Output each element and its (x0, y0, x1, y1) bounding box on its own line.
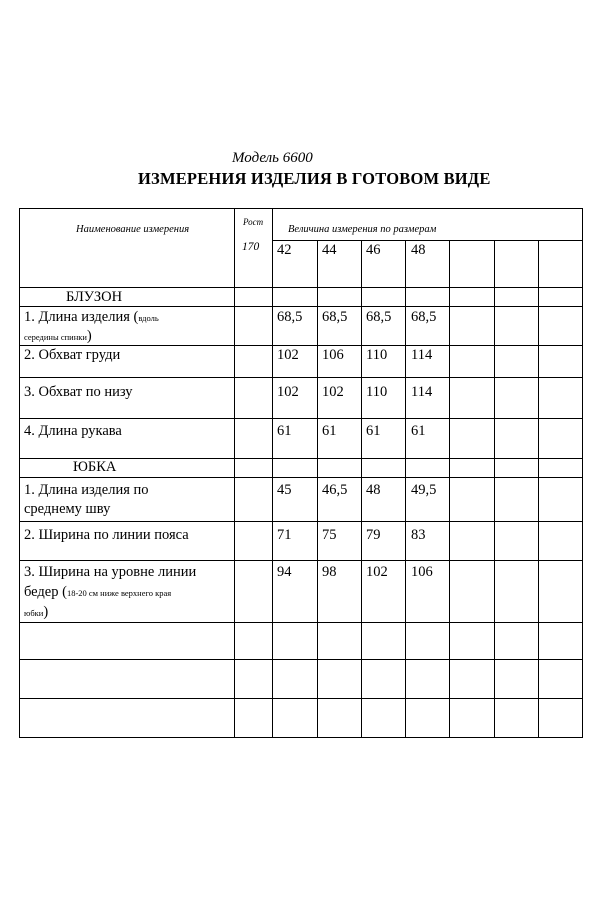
cell-value: 102 (366, 564, 388, 580)
cell-value: 68,5 (411, 309, 437, 325)
cell-value: 61 (322, 423, 337, 439)
cell-value: 68,5 (366, 309, 392, 325)
row-label: 4. Длина рукава (24, 423, 122, 439)
row-label: 2. Обхват груди (24, 347, 121, 363)
model-number: Модель 6600 (232, 150, 313, 166)
table-border-top (19, 208, 583, 209)
col-divider-44 (361, 240, 362, 738)
cell-value: 61 (277, 423, 292, 439)
height-header: Рост (243, 217, 264, 227)
row-line (19, 287, 583, 288)
row-label-line3: юбки) (24, 604, 49, 620)
cell-value: 102 (277, 347, 299, 363)
size-46: 46 (366, 242, 381, 258)
cell-value: 110 (366, 384, 388, 400)
document-title: ИЗМЕРЕНИЯ ИЗДЕЛИЯ В ГОТОВОМ ВИДЕ (138, 169, 491, 188)
row-label: 3. Обхват по низу (24, 384, 133, 400)
sizes-header-line (272, 240, 583, 241)
section-title-skirt: ЮБКА (73, 459, 117, 475)
size-42: 42 (277, 242, 292, 258)
cell-value: 114 (411, 384, 433, 400)
cell-value: 114 (411, 347, 433, 363)
cell-value: 61 (411, 423, 426, 439)
height-value: 170 (242, 241, 260, 253)
col-divider-46 (405, 240, 406, 738)
row-label-line2: середины спинки) (24, 328, 92, 344)
row-label-line2: среднему шву (24, 501, 111, 517)
cell-value: 61 (366, 423, 381, 439)
size-44: 44 (322, 242, 337, 258)
col-divider-empty-1 (494, 240, 495, 738)
cell-value: 46,5 (322, 482, 348, 498)
row-label: 3. Ширина на уровне линии (24, 564, 197, 580)
cell-value: 98 (322, 564, 337, 580)
cell-value: 75 (322, 527, 337, 543)
cell-value: 48 (366, 482, 381, 498)
cell-value: 83 (411, 527, 426, 543)
row-label-line2: бедер (18-20 см ниже верхнего края (24, 584, 172, 600)
cell-value: 49,5 (411, 482, 437, 498)
sizes-header: Величина измерения по размерам (288, 224, 437, 235)
measure-name-header: Наименование измерения (76, 224, 190, 235)
cell-value: 79 (366, 527, 381, 543)
cell-value: 106 (322, 347, 344, 363)
row-line (19, 698, 583, 699)
row-line (19, 622, 583, 623)
size-48: 48 (411, 242, 426, 258)
row-line (19, 521, 583, 522)
cell-value: 68,5 (277, 309, 303, 325)
cell-value: 45 (277, 482, 292, 498)
cell-value: 102 (277, 384, 299, 400)
section-title-blouson: БЛУЗОН (66, 289, 123, 305)
row-line (19, 477, 583, 478)
row-label: 2. Ширина по линии пояса (24, 527, 189, 543)
col-divider-empty-2 (538, 240, 539, 738)
row-label: 1. Длина изделия (вдоль (24, 309, 159, 325)
row-line (19, 377, 583, 378)
row-label: 1. Длина изделия по (24, 482, 149, 498)
table-border-bottom (19, 737, 583, 738)
row-line (19, 659, 583, 660)
row-line (19, 306, 583, 307)
col-divider-42 (317, 240, 318, 738)
cell-value: 94 (277, 564, 292, 580)
cell-value: 110 (366, 347, 388, 363)
col-divider-48 (449, 240, 450, 738)
row-line (19, 418, 583, 419)
cell-value: 106 (411, 564, 433, 580)
cell-value: 71 (277, 527, 292, 543)
row-line (19, 345, 583, 346)
cell-value: 68,5 (322, 309, 348, 325)
row-line (19, 560, 583, 561)
cell-value: 102 (322, 384, 344, 400)
